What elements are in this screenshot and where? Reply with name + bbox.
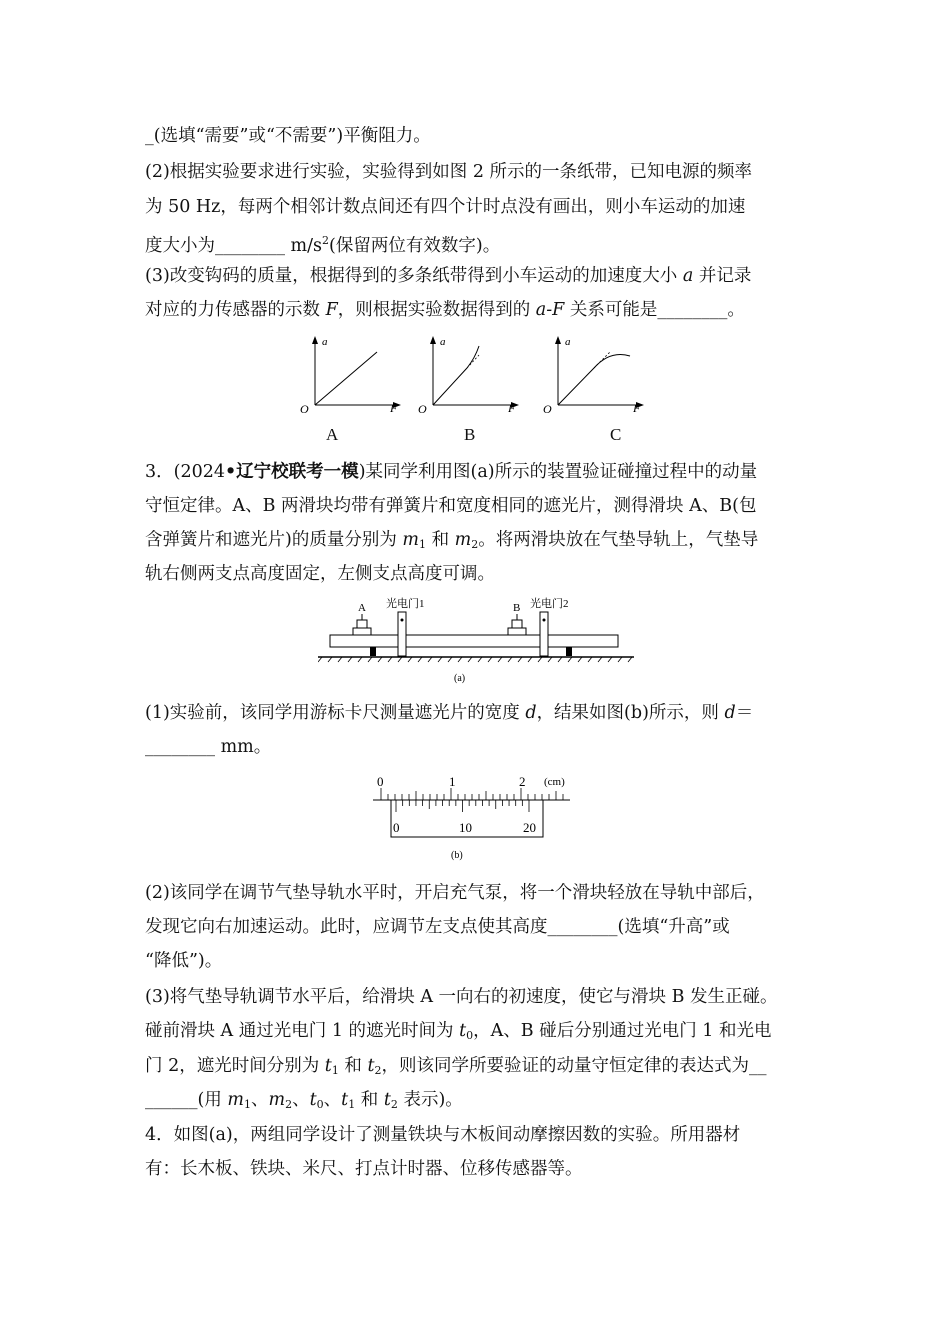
origin-label: O	[300, 402, 309, 416]
graph-a	[300, 336, 401, 416]
text-line: (2)该同学在调节气垫导轨水平时，开启充气泵，将一个滑块轻放在导轨中部后，	[145, 883, 765, 903]
svg-text:O: O	[543, 402, 552, 416]
slider-a-label: A	[358, 602, 366, 614]
option-label-c: C	[610, 425, 622, 444]
gate1-label: 光电门1	[386, 598, 425, 610]
text-line: (3)将气垫导轨调节水平后，给滑块 A 一向右的初速度，使它与滑块 B 发生正碰。	[145, 987, 778, 1007]
text-line: ________ mm。	[145, 737, 272, 757]
main-tick-0: 0	[377, 774, 384, 789]
svg-text:a: a	[440, 336, 446, 348]
axis-label-a: a	[322, 336, 328, 348]
text-line: 含弹簧片和遮光片)的质量分别为 $m_1$ 和 $m_2$。将两滑块放在气垫导轨上，气垫导	[145, 530, 759, 551]
text-line: 守恒定律。A、B 两滑块均带有弹簧片和宽度相同的遮光片，测得滑块 A、B(包	[145, 496, 757, 516]
main-tick-1: 1	[449, 774, 456, 789]
option-label-b: B	[464, 425, 476, 444]
svg-text:O: O	[418, 402, 427, 416]
text-line: 度大小为________ $m/s^2$(保留两位有效数字)。	[145, 234, 501, 256]
text-line: 4．如图(a)，两组同学设计了测量铁块与木板间动摩擦因数的实验。所用器材	[145, 1125, 741, 1145]
text-line: 轨右侧两支点高度固定，左侧支点高度可调。	[145, 564, 495, 584]
text-line: 碰前滑块 A 通过光电门 1 的遮光时间为 $t_0$，A、B 碰后分别通过光电门 1 和光电	[145, 1021, 772, 1042]
option-label-a: A	[326, 425, 339, 444]
gate2-label: 光电门2	[530, 598, 569, 610]
main-tick-2: 2	[519, 774, 526, 789]
text-line: (2)根据实验要求进行实验，实验得到如图 2 所示的一条纸带，已知电源的频率	[145, 162, 753, 182]
text-line: “降低”)。	[145, 951, 223, 971]
figure-a-caption: (a)	[454, 673, 466, 684]
af-graphs	[290, 330, 660, 420]
vernier-tick-20: 20	[523, 820, 536, 835]
svg-text:a: a	[565, 336, 571, 348]
slider-b-label: B	[513, 602, 521, 614]
text-line: _(选填“需要”或“不需要”)平衡阻力。	[145, 126, 431, 146]
text-line: 3．(2024•辽宁校联考一模)某同学利用图(a)所示的装置验证碰撞过程中的动量	[145, 462, 758, 482]
figure-b-caption: (b)	[451, 850, 463, 861]
svg-text:F: F	[633, 401, 641, 415]
text-line: 有：长木板、铁块、米尺、打点计时器、位移传感器等。	[145, 1159, 583, 1179]
text-line: 门 2，遮光时间分别为 $t_1$ 和 $t_2$，则该同学所要验证的动量守恒定律的表达式为__	[145, 1056, 767, 1077]
vernier-tick-10: 10	[459, 820, 472, 835]
text-line: 发现它向右加速运动。此时，应调节左支点使其高度________(选填“升高”或	[145, 917, 730, 937]
air-track-figure	[318, 594, 636, 686]
text-line: (1)实验前，该同学用游标卡尺测量遮光片的宽度 d，结果如图(b)所示，则 d＝	[145, 703, 754, 723]
svg-text:F: F	[508, 401, 516, 415]
text-line: ______(用 $m_1$、$m_2$、$t_0$、$t_1$ 和 $t_2$ 表示)。	[145, 1090, 463, 1111]
unit-label: (cm)	[544, 776, 565, 788]
vernier-figure	[365, 768, 580, 863]
graph-b	[418, 336, 519, 416]
graph-c	[543, 336, 644, 416]
text-line: (3)改变钩码的质量，根据得到的多条纸带得到小车运动的加速度大小 a 并记录	[145, 266, 752, 286]
axis-label-f: F	[390, 401, 398, 415]
text-line: 为 50 Hz，每两个相邻计数点间还有四个计时点没有画出，则小车运动的加速	[145, 197, 746, 217]
text-line: 对应的力传感器的示数 F，则根据实验数据得到的 a-F 关系可能是________。	[145, 300, 745, 320]
vernier-tick-0: 0	[393, 820, 400, 835]
